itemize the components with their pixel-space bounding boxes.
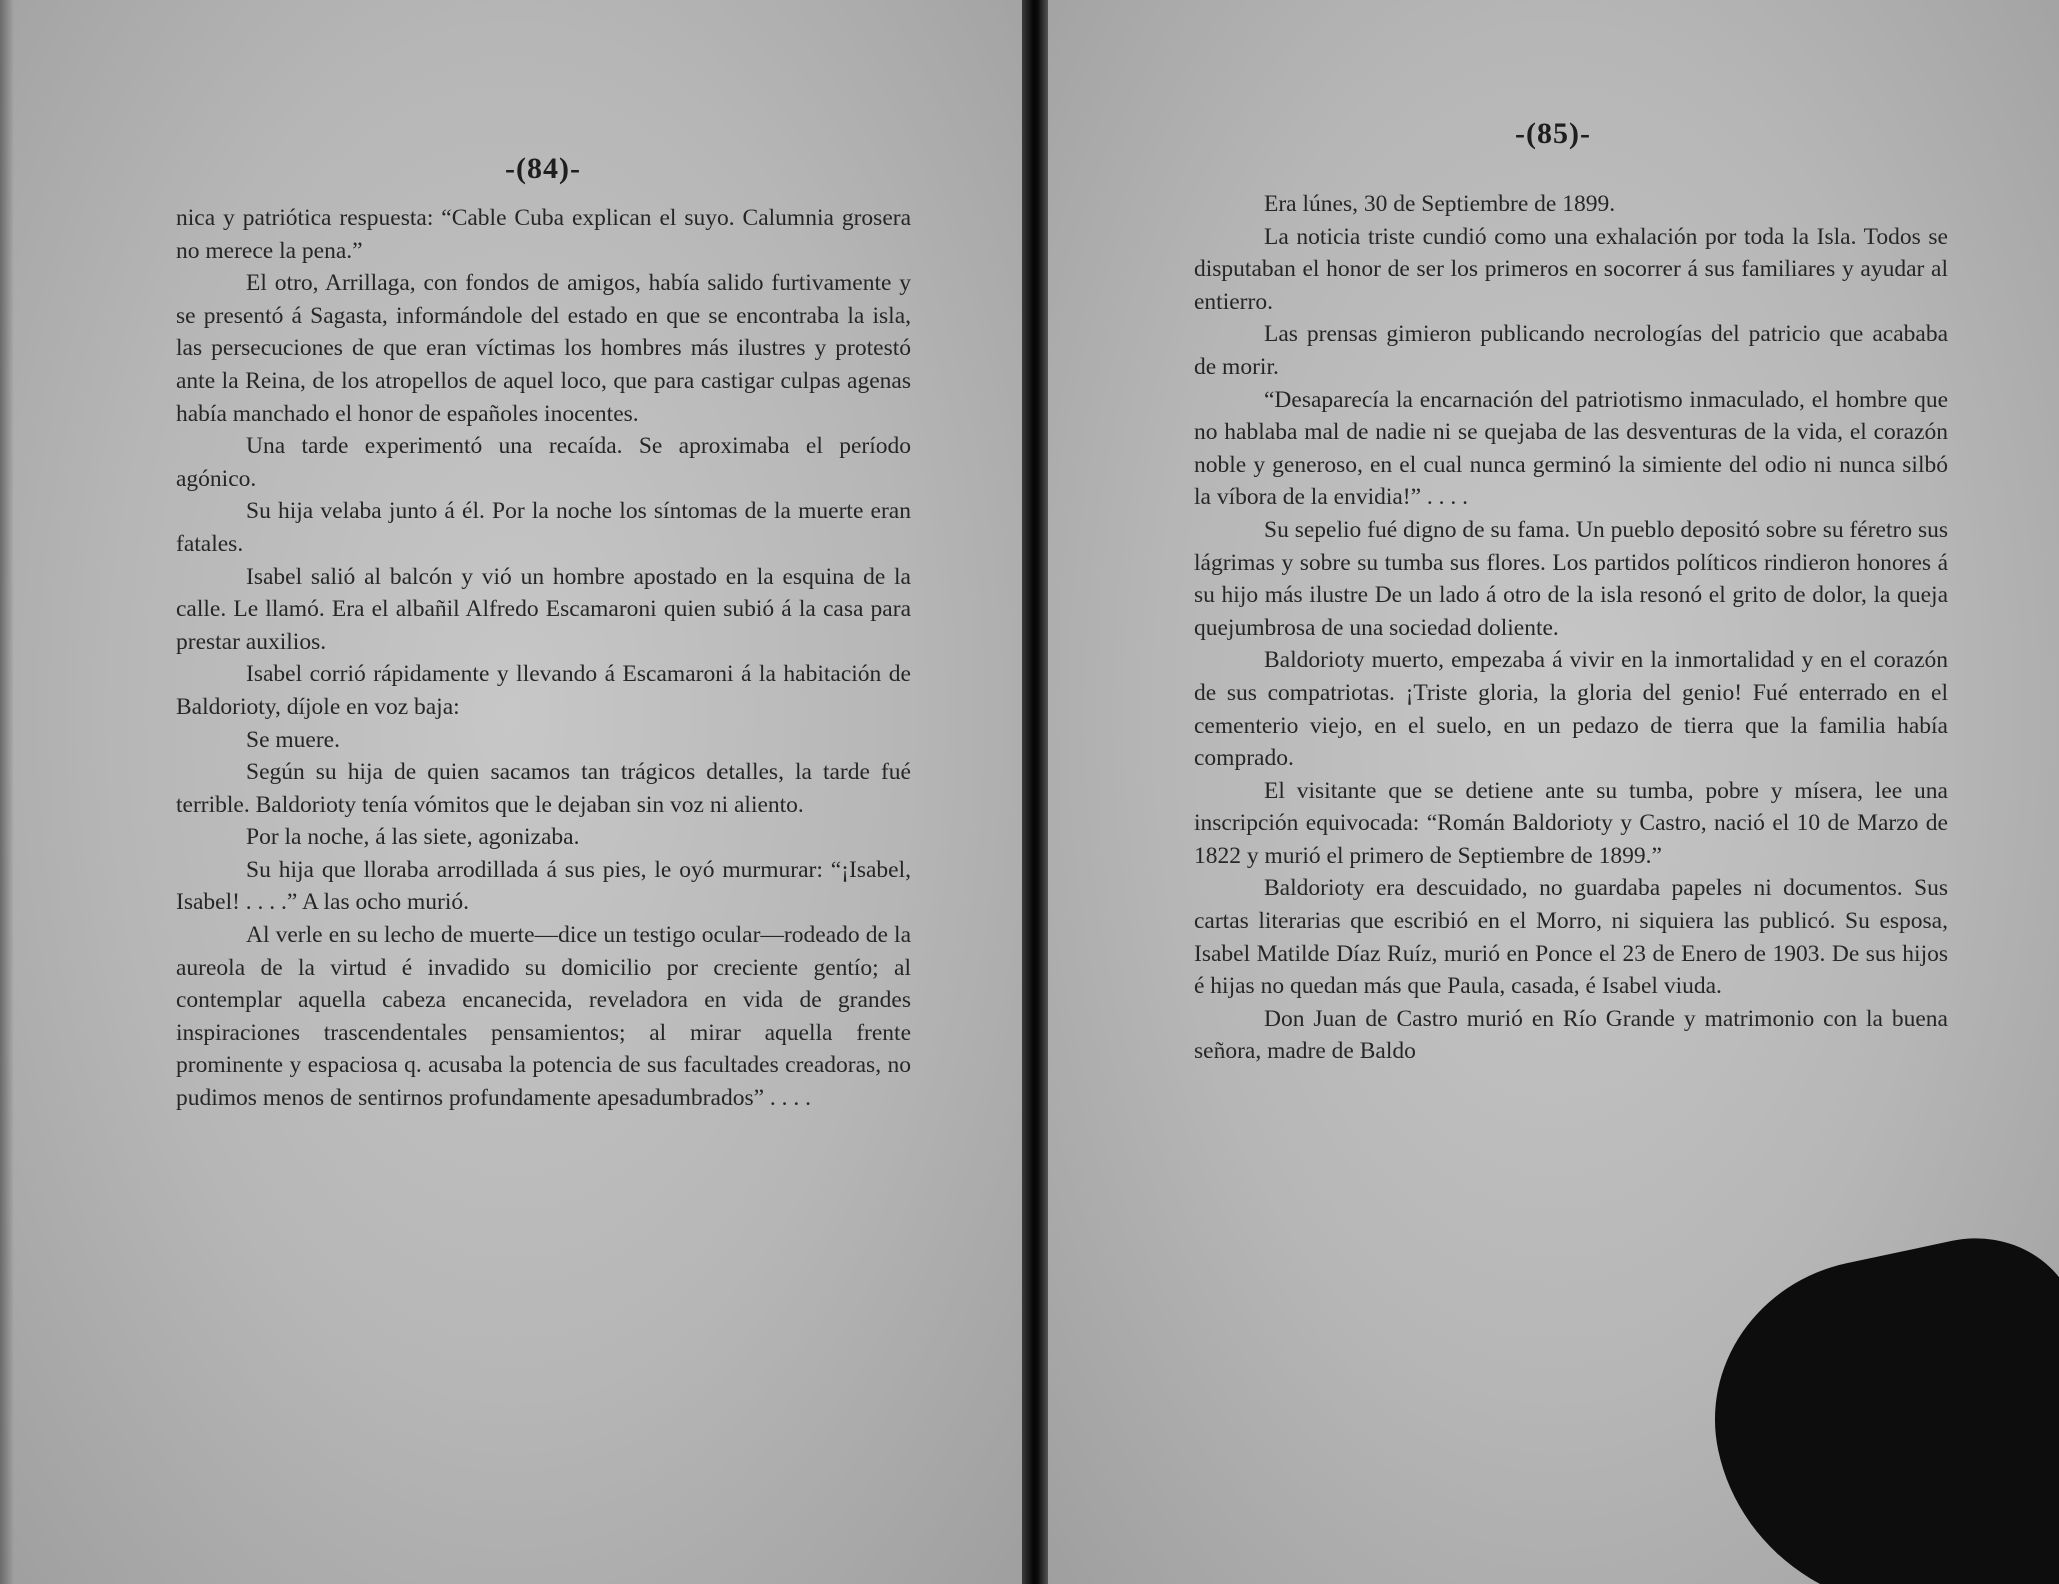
paragraph: Baldorioty muerto, empezaba á vivir en la inmortalidad y en el corazón de sus compatriotas. ¡Triste gloria, la gloria del genio! Fué enterrado en el cementerio viejo, en el suelo, en un pedazo de tierra que la familia había comprado.	[1194, 647, 1948, 772]
paragraph: Al verle en su lecho de muerte—dice un testigo ocular—rodeado de la aureola de la virtud é invadido su domicilio por creciente gentío; al contemplar aquella cabeza encanecida, reveladora en vida de grandes inspiraciones trascendentales pensamientos; al mirar aquella frente prominente y espaciosa q. acusaba la potencia de sus facultades creadoras, no pudimos menos de sentirnos profundamente apesadumbrados” . . . .	[176, 922, 911, 1112]
paragraph: Su hija velaba junto á él. Por la noche los síntomas de la muerte eran fatales.	[176, 498, 911, 557]
paragraph: Don Juan de Castro murió en Río Grande y matrimonio con la buena señora, madre de Baldo	[1194, 1005, 1948, 1065]
book-gutter	[1022, 0, 1048, 1584]
paragraph: Según su hija de quien sacamos tan trágicos detalles, la tarde fué terrible. Baldorioty tenía vómitos que le dejaban sin voz ni aliento.	[176, 759, 911, 818]
page-number: -(85)-	[1515, 117, 1591, 150]
page-edge-shadow	[0, 0, 14, 1584]
paragraph: Por la noche, á las siete, agonizaba.	[246, 824, 580, 851]
page-body	[176, 202, 911, 1115]
paragraph: Su sepelio fué digno de su fama. Un pueblo depositó sobre su féretro sus lágrimas y sobre su tumba sus flores. Los partidos políticos rindieron honores á su hijo más ilustre De un lado á otro de la isla resonó el grito de dolor, la queja quejumbrosa de una sociedad doliente.	[1194, 516, 1948, 641]
paragraph: Baldorioty era descuidado, no guardaba papeles ni documentos. Sus cartas literarias que escribió en el Morro, ni siquiera las publicó. Su esposa, Isabel Matilde Díaz Ruíz, murió en Ponce el 23 de Enero de 1903. De sus hijos é hijas no quedan más que Paula, casada, é Isabel viuda.	[1194, 875, 1948, 1000]
paragraph: Isabel corrió rápidamente y llevando á Escamaroni á la habitación de Baldorioty, díjole en voz baja:	[176, 661, 911, 720]
right-page	[1048, 0, 2059, 1584]
paragraph: La noticia triste cundió como una exhalación por toda la Isla. Todos se disputaban el honor de ser los primeros en socorrer á sus familiares y ayudar al entierro.	[1194, 223, 1948, 315]
paragraph: Una tarde experimentó una recaída. Se aproximaba el período agónico.	[176, 433, 911, 492]
paragraph: Se muere.	[246, 726, 340, 753]
paragraph: El visitante que se detiene ante su tumba, pobre y mísera, lee una inscripción equivocada: “Román Baldorioty y Castro, nació el 10 de Marzo de 1822 y murió el primero de Septiembre de 1899.”	[1194, 777, 1948, 869]
paragraph: Isabel salió al balcón y vió un hombre apostado en la esquina de la calle. Le llamó. Era el albañil Alfredo Escamaroni quien subió á la casa para prestar auxilios.	[176, 563, 911, 655]
torn-corner-damage	[1686, 1218, 2059, 1584]
paragraph: Era lúnes, 30 de Septiembre de 1899.	[1264, 191, 1616, 217]
page-number: -(84)-	[505, 152, 581, 185]
left-page	[0, 0, 1022, 1584]
paragraph: “Desaparecía la encarnación del patriotismo inmaculado, el hombre que no hablaba mal de nadie ni se quejaba de las desventuras de la vida, el corazón noble y generoso, en el cual nunca germinó la simiente del odio ni nunca silbó la víbora de la envidia!” . . . .	[1194, 386, 1948, 511]
paragraph: Las prensas gimieron publicando necrologías del patricio que acababa de morir.	[1194, 321, 1948, 380]
page-body	[1194, 188, 1948, 1068]
paragraph: Su hija que lloraba arrodillada á sus pies, le oyó murmurar: “¡Isabel, Isabel! . . . .” A las ocho murió.	[176, 856, 911, 916]
paragraph: nica y patriótica respuesta: “Cable Cuba explican el suyo. Calumnia grosera no merece la pena.”	[176, 205, 911, 264]
paragraph: El otro, Arrillaga, con fondos de amigos, había salido furtivamente y se presentó á Sagasta, informándole del estado en que se encontraba la isla, las persecuciones de que eran víctimas los hombres más ilustres y protestó ante la Reina, de los atropellos de aquel loco, que para castigar culpas agenas había manchado el honor de españoles inocentes.	[176, 270, 911, 427]
